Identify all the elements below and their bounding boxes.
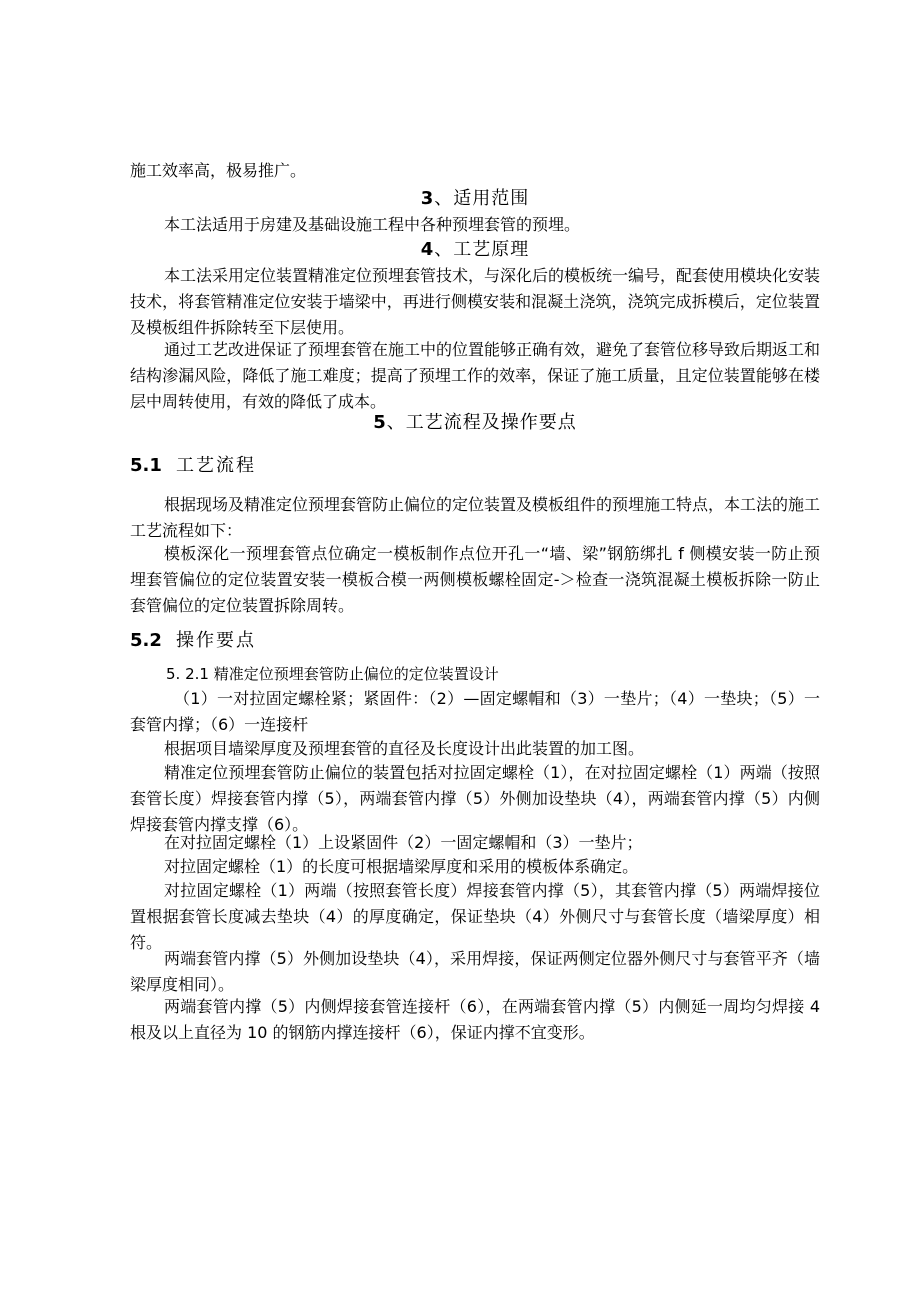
section-5-2-heading (130, 628, 820, 654)
heading-4-number: 4 (420, 239, 435, 260)
heading-3-title: 、适用范围 (434, 188, 530, 209)
heading-5 (130, 410, 820, 436)
heading-3-number: 3 (420, 188, 435, 209)
paragraph-parts-list: （1）一对拉固定螺栓紧；紧固件：（2）—固定螺帽和（3）一垫片；（4）一垫块；（5）一套管内撑；（6）一连接杆 (130, 689, 820, 734)
paragraph-design: 根据项目墙梁厚度及预埋套管的直径及长度设计出此装置的加工图。 (164, 739, 645, 758)
heading-3 (130, 186, 820, 212)
subsection-5-2-1: 5. 2.1 精准定位预埋套管防止偏位的定位装置设计 (166, 665, 499, 683)
paragraph-principle-2: 通过工艺改进保证了预埋套管在施工中的位置能够正确有效，避免了套管位移导致后期返工和结构渗漏风险，降低了施工难度；提高了预埋工作的效率，保证了施工质量，且定位装置能够在楼层中周转使用，有效的降低了成本。 (130, 340, 821, 411)
paragraph-spacer-blocks: 两端套管内撑（5）外侧加设垫块（4），采用焊接，保证两侧定位器外侧尺寸与套管平齐（墙梁厚度相同）。 (130, 949, 820, 994)
section-5-1-heading (130, 453, 820, 479)
paragraph-welding-position: 对拉固定螺栓（1）两端（按照套管长度）焊接套管内撑（5），其套管内撑（5）两端焊接位置根据套管长度减去垫块（4）的厚度确定，保证垫块（4）外侧尺寸与套管长度（墙梁厚度）相符。 (130, 881, 820, 952)
paragraph-device-structure: 精准定位预埋套管防止偏位的装置包括对拉固定螺栓（1），在对拉固定螺栓（1）两端（按照套管长度）焊接套管内撑（5），两端套管内撑（5）外侧加设垫块（4），两端套管内撑（5）内侧焊接套管内撑支撑（6）。 (130, 763, 820, 834)
section-5-1-title: 工艺流程 (176, 455, 256, 476)
heading-4 (130, 237, 820, 263)
paragraph-continuation: 施工效率高，极易推广。 (130, 161, 307, 180)
paragraph-principle-1: 本工法采用定位装置精准定位预埋套管技术，与深化后的模板统一编号，配套使用模块化安装技术，将套管精准定位安装于墙梁中，再进行侧模安装和混凝土浇筑，浇筑完成拆模后，定位装置及模板组件拆除转至下层使用。 (130, 266, 821, 337)
paragraph-scope: 本工法适用于房建及基础设施工程中各种预埋套管的预埋。 (164, 215, 581, 234)
paragraph-fasteners: 在对拉固定螺栓（1）上设紧固件（2）一固定螺帽和（3）一垫片； (164, 833, 643, 852)
heading-4-title: 、工艺原理 (434, 239, 530, 260)
paragraph-flow-intro: 根据现场及精准定位预埋套管防止偏位的定位装置及模板组件的预埋施工特点，本工法的施工工艺流程如下： (130, 495, 821, 540)
section-5-1-number: 5.1 (130, 455, 162, 476)
paragraph-flow-steps: 模板深化一预埋套管点位确定一模板制作点位开孔一“墙、梁”钢筋绑扎 f 侧模安装一防止预埋套管偏位的定位装置安装一模板合模一两侧模板螺栓固定-＞检查一浇筑混凝土模板拆除一防止套管偏位的定位装置拆除周转。 (130, 544, 820, 615)
section-5-2-title: 操作要点 (176, 630, 256, 651)
section-5-2-number: 5.2 (130, 630, 162, 651)
heading-5-title: 、工艺流程及操作要点 (386, 412, 577, 433)
paragraph-connecting-rods: 两端套管内撑（5）内侧焊接套管连接杆（6），在两端套管内撑（5）内侧延一周均匀焊接 4 根及以上直径为 10 的钢筋内撑连接杆（6），保证内撑不宜变形。 (130, 997, 820, 1042)
heading-5-number: 5 (373, 412, 387, 433)
paragraph-bolt-length: 对拉固定螺栓（1）的长度可根据墙梁厚度和采用的模板体系确定。 (164, 857, 639, 876)
